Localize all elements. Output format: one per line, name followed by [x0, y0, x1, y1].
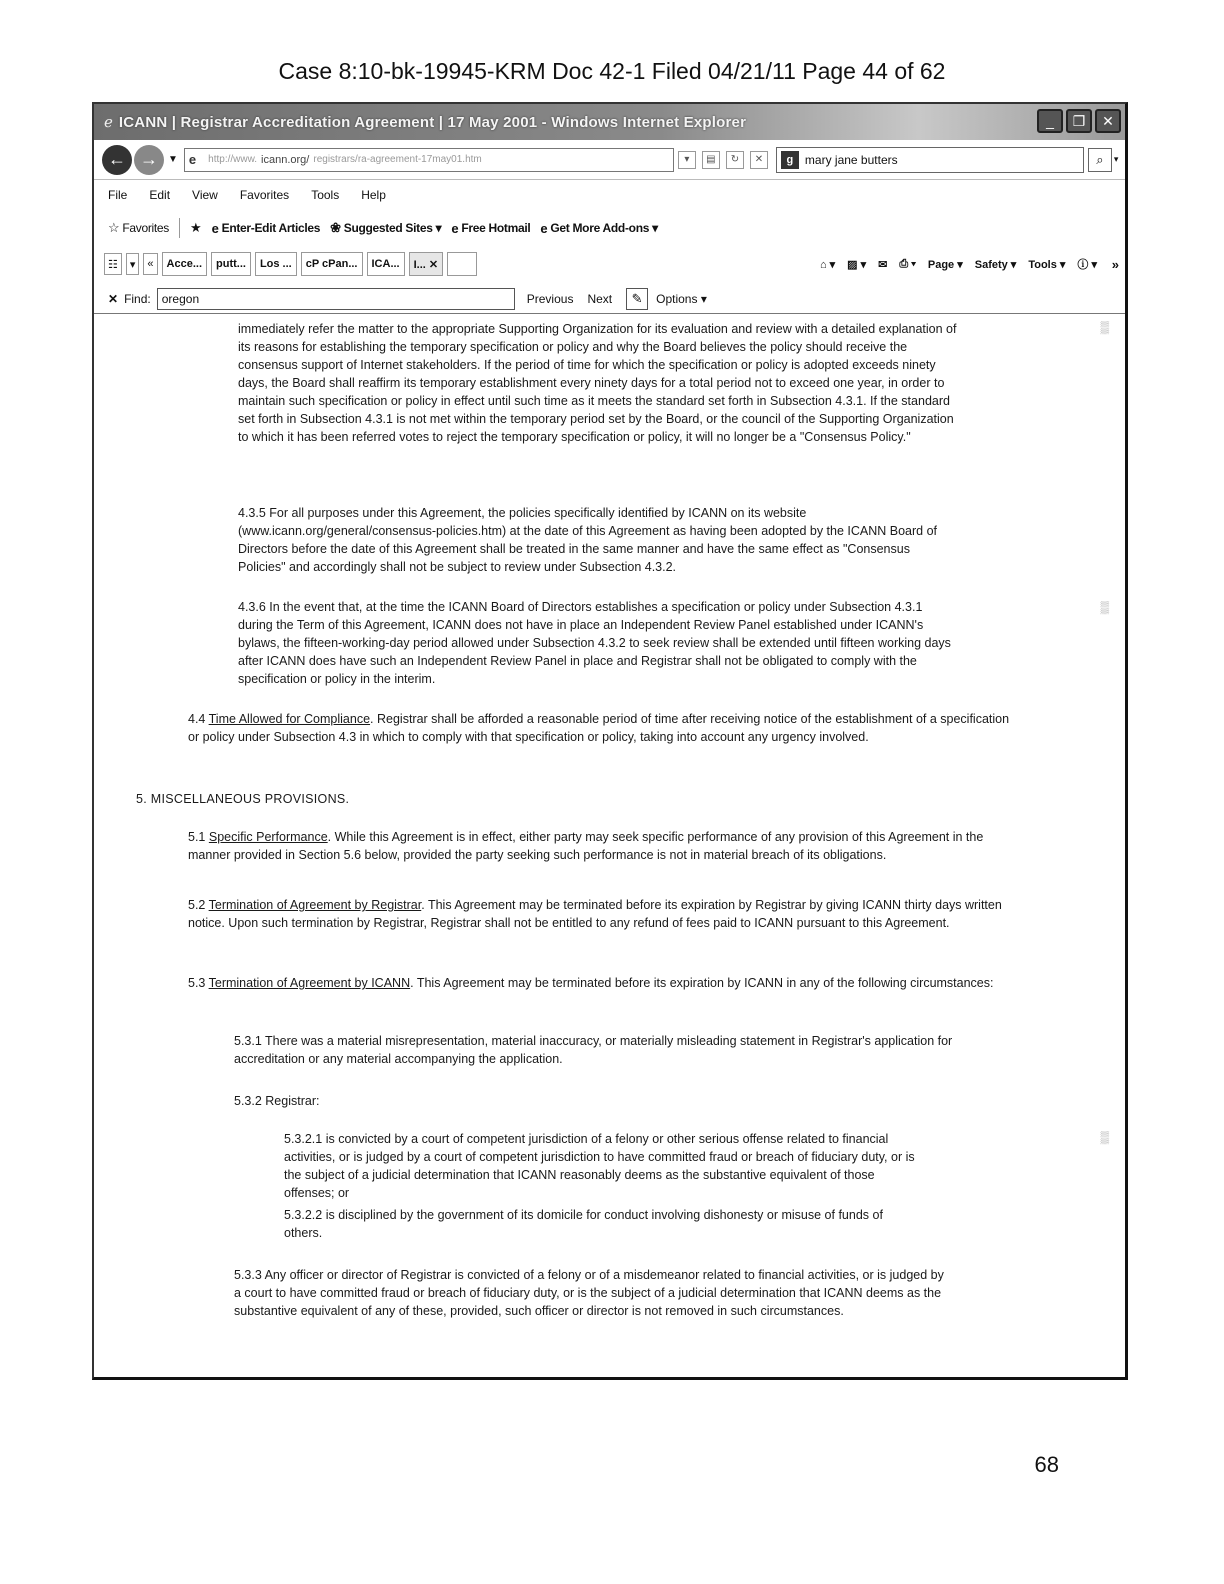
menu-edit[interactable]: Edit [149, 188, 171, 202]
tab-active[interactable]: I... ✕ [409, 252, 444, 276]
paragraph-5-3 [188, 974, 1018, 992]
print-icon[interactable]: ⎙ ▾ [899, 257, 916, 270]
fav-free-hotmail[interactable] [451, 221, 530, 236]
section-heading-5: 5. MISCELLANEOUS PROVISIONS. [136, 792, 350, 806]
page-content [94, 316, 1125, 1380]
find-options-button[interactable]: Options ▾ [656, 291, 707, 306]
fav-label: Free Hotmail [461, 221, 531, 235]
scroll-tabs-left-icon[interactable]: « [143, 253, 157, 275]
url-tools [678, 151, 768, 169]
section-number: 5.2 [188, 898, 209, 912]
ie-page-icon: e [211, 220, 219, 236]
fav-suggested-sites[interactable] [330, 220, 441, 236]
refresh-icon[interactable]: ↻ [726, 151, 744, 169]
paragraph-4-3-6: 4.3.6 In the event that, at the time the ICANN Board of Directors establishes a specification or policy under Subsection 4.3.1 during the Term of this Agreement, ICANN does not have in place an Independent Review Panel established under ICANN's bylaws, the fifteen-working-day period allowed under Subsection 4.3.2 to seek review shall be extended until fifteen working days after ICANN does have such an Independent Review Panel in place and Registrar shall not be obligated to comply with the specification or policy in the interim. [238, 600, 951, 686]
paragraph-4-3-5: 4.3.5 For all purposes under this Agreement, the policies specifically identified by ICANN on its website (www.icann.org/general/consensus-policies.htm) at the date of this Agreement as having been adopted by the ICANN Board of Directors before the date of this Agreement shall be treated in the same manner and have the same effect as "Consensus Policies" and accordingly shall not be subject to review under Subsection 4.3.2. [238, 506, 938, 574]
tab-list-icon[interactable]: ▾ [126, 253, 140, 275]
close-button[interactable]: ✕ [1095, 109, 1121, 133]
address-bar [94, 140, 1125, 180]
section-number: 4.4 [188, 712, 209, 726]
url-input[interactable] [184, 148, 674, 172]
forward-button[interactable]: → [134, 145, 164, 175]
find-previous-button[interactable]: Previous [526, 291, 574, 306]
command-bar [820, 256, 1097, 272]
feeds-icon[interactable]: ▨ ▾ [847, 258, 867, 271]
section-text: . While this Agreement is in effect, either party may seek specific performance of any provision of this Agreement in the manner provided in Section 5.6 below, provided the party seeking such performance is not in material breach of its obligations. [188, 830, 984, 862]
paragraph-5-3-3: 5.3.3 Any officer or director of Registrar is convicted of a felony or of a misdemeanor related to financial activities, or is judged by a court to have committed fraud or breach of fiduciary duty, or is the subject of a judicial determination that ICANN deems as the substantive equivalent of any of these, provided, such officer or director is not removed in such circumstances. [234, 1268, 944, 1318]
highlight-icon[interactable]: ✎ [626, 288, 648, 310]
history-dropdown-icon[interactable]: ▼ [168, 154, 178, 165]
paragraph-4-3-4-cont: immediately refer the matter to the appropriate Supporting Organization for its evaluation and review with a detailed explanation of its reasons for establishing the temporary specification or policy and why the Board believes the policy should receive the consensus support of Internet stakeholders. If the period of time for which the specification or policy is adopted exceeds ninety days, the Board shall reaffirm its temporary establishment every ninety days for a total period not to exceed one year, in order to maintain such specification or policy in effect until such time as it meets the standard set forth in Subsection 4.3.1. If the standard set forth in Subsection 4.3.1 is not met within the temporary period set by the Board, or the council of the Supporting Organization to which it has been referred votes to reject the temporary specification or policy, it will no longer be a "Consensus Policy." [238, 322, 957, 444]
find-input[interactable]: oregon [157, 288, 515, 310]
search-options-icon[interactable]: ▾ [1113, 154, 1119, 164]
scroll-marker-icon: ▒ [1100, 320, 1109, 334]
ie-page-icon: e [540, 220, 548, 236]
page-icon: e [188, 152, 197, 167]
url-path: registrars/ra-agreement-17may01.htm [313, 154, 482, 165]
link-termination-by-registrar[interactable]: Termination of Agreement by Registrar [208, 898, 422, 912]
paragraph-5-3-1: 5.3.1 There was a material misrepresentation, material inaccuracy, or materially misleading statement in Registrar's application for accreditation or any material accompanying the application. [234, 1034, 953, 1066]
menu-file[interactable]: File [108, 188, 128, 202]
paragraph-5-1 [188, 828, 1018, 864]
tab-putt[interactable]: putt... [211, 252, 251, 276]
fav-label: Suggested Sites ▾ [343, 221, 442, 235]
compat-view-icon[interactable]: ▤ [702, 151, 720, 169]
window-title: ICANN | Registrar Accreditation Agreement | 17 May 2001 - Windows Internet Explorer [118, 113, 747, 131]
link-time-allowed[interactable]: Time Allowed for Compliance [208, 712, 371, 726]
case-header: Case 8:10-bk-19945-KRM Doc 42-1 Filed 04/21/11 Page 44 of 62 [278, 58, 946, 84]
menu-help[interactable]: Help [361, 188, 386, 202]
tab-bar [94, 248, 1125, 280]
search-icon[interactable]: ⌕ [1088, 148, 1112, 172]
tab-cpanel[interactable]: cP cPan... [301, 252, 363, 276]
search-input[interactable] [776, 147, 1084, 173]
paragraph-5-3-2-1: 5.3.2.1 is convicted by a court of competent jurisdiction of a felony or other serious offense related to financial activities, or is judged by a court of competent jurisdiction to have committed fraud or breach of fiduciary duty, or is the subject of a judicial determination that ICANN reasonably deems as the substantive equivalent of those offenses; or [284, 1132, 915, 1200]
find-next-button[interactable]: Next [587, 291, 613, 306]
window-controls [1037, 109, 1121, 133]
menu-bar [94, 182, 1125, 208]
close-find-icon[interactable]: ✕ [108, 291, 119, 306]
tab-icann[interactable]: ICA... [367, 252, 405, 276]
safety-menu[interactable]: Safety ▾ [974, 258, 1017, 271]
menu-tools[interactable]: Tools [311, 188, 340, 202]
fav-get-more-addons[interactable] [540, 221, 657, 236]
menu-view[interactable]: View [192, 188, 218, 202]
section-number: 5.3 [188, 976, 209, 990]
section-text: . This Agreement may be terminated before its expiration by Registrar by giving ICANN thirty days written notice. Upon such termination by Registrar, Registrar shall not be entitled to any refund of fees paid to ICANN pursuant to this Agreement. [188, 898, 1002, 930]
section-text: . Registrar shall be afforded a reasonable period of time after receiving notice of the establishment of a specification or policy under Subsection 4.3 in which to comply with that specification or policy, taking into account any urgency involved. [188, 712, 1010, 744]
paragraph-5-3-2: 5.3.2 Registrar: [234, 1094, 320, 1108]
link-termination-by-icann[interactable]: Termination of Agreement by ICANN [208, 976, 411, 990]
ie-icon: ℯ [104, 114, 113, 131]
url-host: icann.org/ [261, 153, 310, 166]
fav-label: Enter-Edit Articles [221, 221, 321, 235]
tools-menu[interactable]: Tools ▾ [1028, 258, 1066, 271]
google-icon: g [781, 151, 799, 169]
paragraph-5-3-2-2: 5.3.2.2 is disciplined by the government of its domicile for conduct involving dishonesty or misuse of funds of others. [284, 1208, 883, 1240]
fav-enter-edit-articles[interactable] [212, 221, 320, 236]
link-specific-performance[interactable]: Specific Performance [208, 830, 328, 844]
section-text: . This Agreement may be terminated before its expiration by ICANN in any of the following circumstances: [410, 976, 994, 990]
back-button[interactable]: ← [102, 145, 132, 175]
search-value: mary jane butters [804, 152, 898, 167]
page-number: 68 [1034, 1452, 1059, 1477]
url-dropdown-icon[interactable]: ▾ [678, 151, 696, 169]
divider [179, 218, 180, 238]
home-icon[interactable]: ⌂ ▾ [819, 258, 836, 271]
favorites-bar [94, 212, 1125, 244]
help-icon[interactable]: ⓘ ▾ [1077, 259, 1097, 271]
paragraph-4-4 [188, 710, 1018, 746]
minimize-button[interactable]: _ [1037, 109, 1063, 133]
browser-window [92, 102, 1128, 1380]
menu-favorites[interactable]: Favorites [239, 188, 290, 202]
star-icon: ☆ [108, 220, 120, 235]
page-menu[interactable]: Page ▾ [927, 258, 963, 271]
favorites-button[interactable] [108, 220, 169, 236]
paragraph-5-2 [188, 896, 1018, 932]
fav-label: Get More Add-ons ▾ [550, 221, 658, 235]
tab-los[interactable]: Los ... [255, 252, 297, 276]
url-prefix: http://www. [208, 154, 258, 165]
scroll-marker-icon: ▒ [1100, 1130, 1109, 1144]
restore-button[interactable]: ❐ [1066, 109, 1092, 133]
section-number: 5.1 [188, 830, 209, 844]
ie-page-icon: e [451, 220, 459, 236]
title-bar [94, 104, 1125, 140]
add-favorites-icon[interactable]: ★ [190, 220, 202, 235]
stop-icon[interactable]: ✕ [750, 151, 768, 169]
find-label: Find: [124, 291, 151, 306]
favorites-label: Favorites [122, 221, 170, 235]
suggested-sites-icon: ❀ [330, 220, 341, 235]
tab-acce[interactable]: Acce... [162, 252, 207, 276]
scroll-marker-icon: ▒ [1100, 600, 1109, 614]
new-tab-button[interactable] [447, 252, 477, 276]
quick-tabs-icon[interactable]: ☷ [104, 253, 122, 275]
mail-icon[interactable]: ✉ [878, 258, 888, 271]
chevron-right-icon[interactable]: » [1111, 256, 1119, 272]
find-bar [94, 284, 1125, 314]
